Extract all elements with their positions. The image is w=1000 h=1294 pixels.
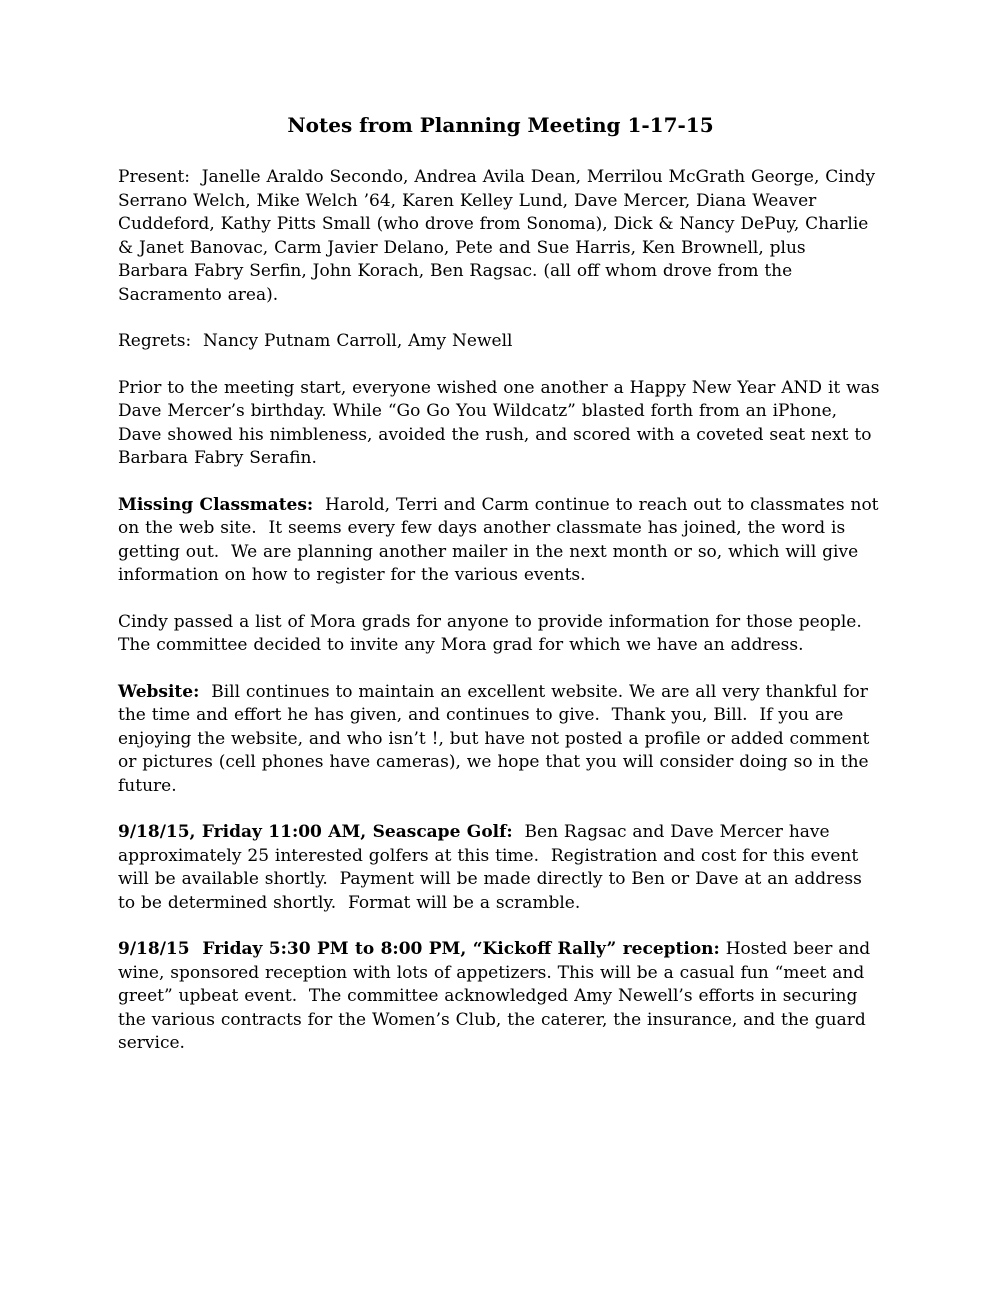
paragraph-text: Harold, Terri and Carm continue to reach out to classmates not on the web site. It seems every few days another classmate has joined, the word is getting out. We are planning another mailer in the next month or so, which will give information on how to register for the various events. xyxy=(118,494,885,585)
paragraph-website xyxy=(118,681,883,799)
paragraph-kickoff-rally xyxy=(118,938,883,1056)
paragraph-lead: Website: xyxy=(118,681,200,702)
paragraph-text: Ben Ragsac and Dave Mercer have approximately 25 interested golfers at this time. Registration and cost for this event will be available shortly. Payment will be made directly to Ben or Dave at an address to be determined shortly. Format will be a scramble. xyxy=(118,822,868,913)
paragraph-text: Cindy passed a list of Mora grads for anyone to provide information for those people. The committee decided to invite any Mora grad for which we have an address. xyxy=(118,611,874,655)
paragraph-lead: 9/18/15 Friday 5:30 PM to 8:00 PM, “Kickoff Rally” reception: xyxy=(118,939,720,959)
paragraph-text: Bill continues to maintain an excellent website. We are all very thankful for the time and effort he has given, and continues to give. Thank you, Bill. If you are enjoying the website, and who isn’t !, but have not posted a profile or added comment or pictures (cell phones have cameras), we hope that you will consider doing so in the future. xyxy=(118,681,876,796)
paragraph-missing-classmates xyxy=(118,494,883,588)
paragraph-meeting-start xyxy=(118,377,886,471)
paragraph-present xyxy=(118,166,883,307)
paragraph-seascape-golf xyxy=(118,821,883,915)
paragraph-lead: Missing Classmates: xyxy=(118,494,314,515)
paragraph-mora-grads xyxy=(118,611,883,658)
paragraph-regrets xyxy=(118,330,883,354)
paragraph-text: Prior to the meeting start, everyone wished one another a Happy New Year AND it was Dave Mercer’s birthday. While “Go Go You Wildcatz” blasted forth from an iPhone, Dave showed his nimbleness, avoided the rush, and scored with a coveted seat next to Barbara Fabry Serafin. xyxy=(118,377,886,468)
paragraph-text: Regrets: Nancy Putnam Carroll, Amy Newell xyxy=(118,331,513,351)
paragraph-text: Hosted beer and wine, sponsored reception with lots of appetizers. This will be a casual fun “meet and greet” upbeat event. The committee acknowledged Amy Newell’s efforts in securing the various contracts for the Women’s Club, the caterer, the insurance, and the guard service. xyxy=(118,939,877,1053)
paragraph-text: Present: Janelle Araldo Secondo, Andrea Avila Dean, Merrilou McGrath George, Cindy Serrano Welch, Mike Welch ’64, Karen Kelley Lund, Dave Mercer, Diana Weaver Cuddeford, Kathy Pitts Small (who drove from Sonoma), Dick & Nancy DePuy, Charlie & Janet Banovac, Carm Javier Delano, Pete and Sue Harris, Ken Brownell, plus Barbara Fabry Serfin, John Korach, Ben Ragsac. (all off whom drove from the Sacramento area). xyxy=(118,167,882,305)
paragraph-lead: 9/18/15, Friday 11:00 AM, Seascape Golf: xyxy=(118,822,513,842)
document-title: Notes from Planning Meeting 1-17-15 xyxy=(287,113,714,137)
